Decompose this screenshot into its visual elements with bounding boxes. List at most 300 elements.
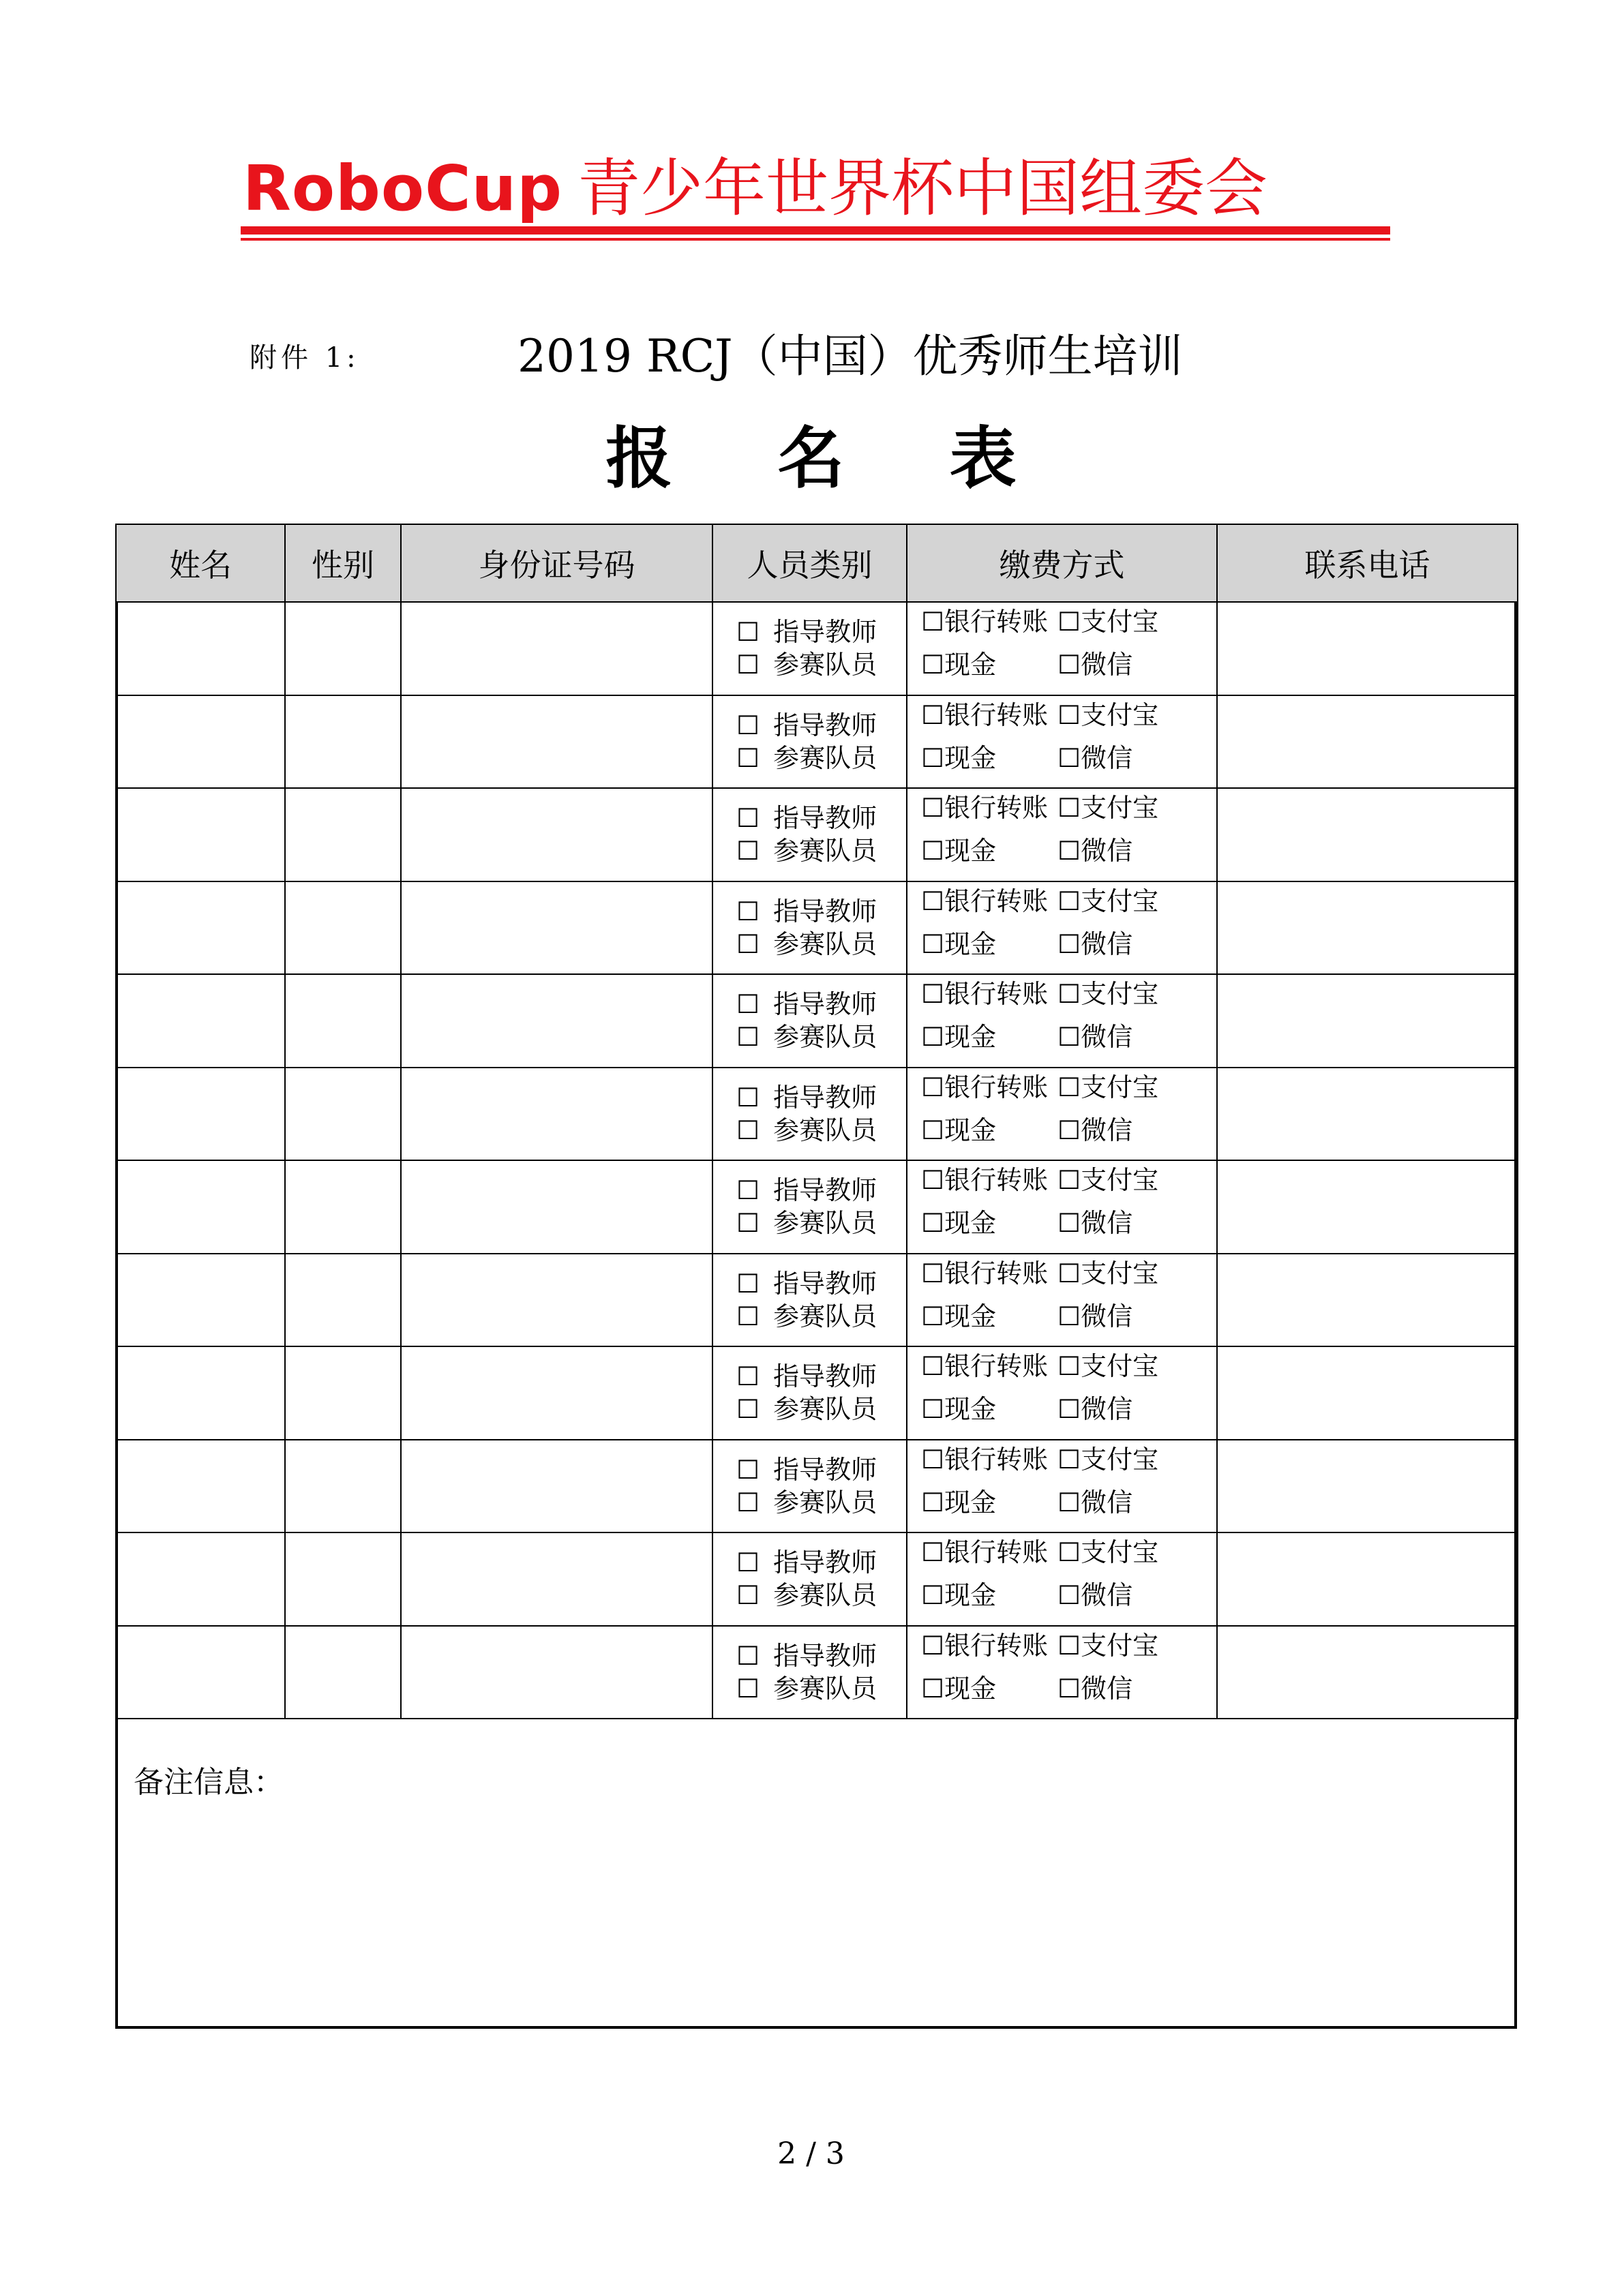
payment-option-line — [921, 605, 1216, 648]
role-option-label: 参赛队员 — [773, 650, 877, 680]
name-cell[interactable] — [116, 602, 285, 695]
checkbox-option[interactable] — [921, 1257, 1057, 1290]
checkbox-option[interactable] — [921, 978, 1057, 1010]
checkbox-icon[interactable]: ☐ — [921, 1394, 945, 1425]
checkbox-option[interactable] — [921, 742, 1057, 774]
gender-cell[interactable] — [285, 1254, 401, 1347]
checkbox-option[interactable] — [1057, 791, 1158, 824]
checkbox-icon[interactable]: ☐ — [1057, 1394, 1081, 1425]
payment-option-line — [921, 1300, 1216, 1343]
checkbox-option[interactable] — [921, 1629, 1057, 1662]
checkbox-icon[interactable]: ☐ — [921, 1301, 945, 1331]
payment-option-label: 银行转账 — [944, 1351, 1049, 1382]
id-number-cell[interactable] — [401, 1160, 712, 1254]
checkbox-option[interactable] — [921, 699, 1057, 731]
gender-cell[interactable] — [285, 1068, 401, 1161]
checkbox-icon[interactable]: ☐ — [921, 1351, 945, 1382]
payment-options — [907, 1629, 1216, 1715]
payment-option-label: 微信 — [1081, 650, 1133, 680]
payment-cell — [907, 1068, 1217, 1161]
payment-option-label: 支付宝 — [1081, 1072, 1159, 1102]
checkbox-option[interactable] — [921, 1300, 1057, 1333]
payment-options — [907, 978, 1216, 1063]
checkbox-option[interactable] — [1057, 1629, 1158, 1662]
col-header-name: 姓名 — [116, 524, 285, 602]
checkbox-icon[interactable]: ☐ — [736, 1208, 760, 1239]
checkbox-option[interactable] — [736, 929, 877, 959]
checkbox-icon[interactable]: ☐ — [1057, 742, 1081, 773]
payment-option-label: 微信 — [1081, 928, 1133, 959]
checkbox-option[interactable] — [921, 791, 1057, 824]
checkbox-icon[interactable]: ☐ — [1057, 1630, 1081, 1661]
id-number-cell[interactable] — [401, 695, 712, 789]
payment-options — [907, 699, 1216, 785]
checkbox-option[interactable] — [1057, 1207, 1132, 1239]
checkbox-icon[interactable]: ☐ — [921, 1630, 945, 1661]
checkbox-option[interactable] — [736, 1487, 877, 1517]
checkbox-option[interactable] — [1057, 1114, 1132, 1147]
checkbox-icon[interactable]: ☐ — [1057, 1208, 1081, 1239]
role-options — [713, 709, 906, 774]
checkbox-icon[interactable]: ☐ — [921, 1165, 945, 1196]
checkbox-icon[interactable]: ☐ — [1057, 1022, 1081, 1053]
attachment-label: 附件 1: — [250, 342, 360, 374]
payment-option-label: 现金 — [944, 1487, 997, 1517]
payment-cell — [907, 788, 1217, 881]
payment-options — [907, 791, 1216, 877]
payment-options — [907, 605, 1216, 691]
name-cell[interactable] — [116, 1346, 285, 1440]
gender-cell[interactable] — [285, 1160, 401, 1254]
role-option-label: 参赛队员 — [773, 1487, 877, 1517]
phone-cell[interactable] — [1217, 1254, 1518, 1347]
payment-option-line — [921, 648, 1216, 691]
checkbox-icon[interactable]: ☐ — [921, 886, 945, 916]
role-cell — [712, 695, 907, 789]
role-option-label: 指导教师 — [773, 896, 877, 926]
checkbox-option[interactable] — [736, 617, 877, 647]
phone-cell[interactable] — [1217, 1346, 1518, 1440]
payment-option-label: 现金 — [944, 1580, 997, 1611]
checkbox-option[interactable] — [1057, 1300, 1132, 1333]
checkbox-option[interactable] — [736, 1208, 877, 1238]
checkbox-option[interactable] — [921, 1672, 1057, 1705]
role-option-label: 参赛队员 — [773, 1673, 877, 1704]
role-option-label: 指导教师 — [773, 1268, 877, 1299]
checkbox-option[interactable] — [1057, 1021, 1132, 1053]
checkbox-icon[interactable]: ☐ — [736, 989, 760, 1020]
phone-cell[interactable] — [1217, 788, 1518, 881]
checkbox-icon[interactable]: ☐ — [1057, 699, 1081, 730]
role-option-line — [736, 1672, 906, 1705]
checkbox-icon[interactable]: ☐ — [736, 1394, 760, 1425]
name-cell[interactable] — [116, 1440, 285, 1533]
checkbox-option[interactable] — [1057, 605, 1158, 638]
role-option-label: 指导教师 — [773, 1454, 877, 1485]
checkbox-option[interactable] — [921, 1536, 1057, 1569]
checkbox-option[interactable] — [736, 1175, 877, 1205]
checkbox-icon[interactable]: ☐ — [1057, 1115, 1081, 1145]
checkbox-option[interactable] — [736, 743, 877, 773]
payment-cell — [907, 1254, 1217, 1347]
payment-option-label: 现金 — [944, 836, 997, 866]
phone-cell[interactable] — [1217, 1532, 1518, 1626]
id-number-cell[interactable] — [401, 1254, 712, 1347]
checkbox-option[interactable] — [921, 834, 1057, 867]
payment-options — [907, 1164, 1216, 1250]
checkbox-option[interactable] — [1057, 1672, 1132, 1705]
org-header — [243, 145, 1388, 233]
name-cell[interactable] — [116, 1626, 285, 1719]
checkbox-icon[interactable]: ☐ — [736, 710, 760, 740]
payment-options — [907, 1071, 1216, 1157]
checkbox-icon[interactable]: ☐ — [921, 836, 945, 866]
checkbox-icon[interactable]: ☐ — [736, 1547, 760, 1578]
role-cell — [712, 1532, 907, 1626]
role-option-line — [736, 1393, 906, 1425]
role-option-line — [736, 1021, 906, 1053]
checkbox-icon[interactable]: ☐ — [1057, 793, 1081, 824]
checkbox-icon[interactable]: ☐ — [1057, 928, 1081, 959]
role-options — [713, 1174, 906, 1239]
checkbox-option[interactable] — [736, 1455, 877, 1485]
checkbox-option[interactable] — [1057, 742, 1132, 774]
checkbox-option[interactable] — [1057, 1536, 1158, 1569]
checkbox-option[interactable] — [921, 1021, 1057, 1053]
checkbox-icon[interactable]: ☐ — [921, 650, 945, 680]
gender-cell[interactable] — [285, 1626, 401, 1719]
phone-cell[interactable] — [1217, 1160, 1518, 1254]
checkbox-option[interactable] — [921, 1350, 1057, 1383]
payment-option-line — [921, 1443, 1216, 1486]
payment-options — [907, 885, 1216, 971]
phone-cell[interactable] — [1217, 695, 1518, 789]
role-option-line — [736, 1300, 906, 1333]
checkbox-option[interactable] — [921, 1164, 1057, 1196]
role-cell — [712, 788, 907, 881]
gender-cell[interactable] — [285, 695, 401, 789]
payment-option-line — [921, 1672, 1216, 1715]
checkbox-icon[interactable]: ☐ — [921, 1537, 945, 1568]
gender-cell[interactable] — [285, 1532, 401, 1626]
name-cell[interactable] — [116, 1254, 285, 1347]
checkbox-icon[interactable]: ☐ — [1057, 1444, 1081, 1475]
checkbox-option[interactable] — [1057, 978, 1158, 1010]
checkbox-option[interactable] — [1057, 885, 1158, 918]
checkbox-option[interactable] — [736, 1547, 877, 1577]
role-option-label: 指导教师 — [773, 1175, 877, 1206]
table-row — [116, 602, 1518, 695]
role-option-label: 参赛队员 — [773, 1115, 877, 1145]
role-option-line — [736, 1114, 906, 1147]
name-cell[interactable] — [116, 788, 285, 881]
payment-option-line — [921, 699, 1216, 742]
payment-option-line — [921, 928, 1216, 971]
checkbox-icon[interactable]: ☐ — [1057, 650, 1081, 680]
checkbox-icon[interactable]: ☐ — [1057, 836, 1081, 866]
checkbox-option[interactable] — [1057, 1443, 1158, 1476]
role-option-label: 参赛队员 — [773, 1022, 877, 1053]
table-row — [116, 788, 1518, 881]
checkbox-option[interactable] — [1057, 1393, 1132, 1425]
table-row — [116, 1160, 1518, 1254]
checkbox-option[interactable] — [736, 1674, 877, 1704]
table-row — [116, 881, 1518, 975]
checkbox-icon[interactable]: ☐ — [1057, 1301, 1081, 1331]
checkbox-option[interactable] — [1057, 834, 1132, 867]
checkbox-icon[interactable]: ☐ — [1057, 1258, 1081, 1288]
checkbox-icon[interactable]: ☐ — [921, 1022, 945, 1053]
role-option-line — [736, 1207, 906, 1239]
gender-cell[interactable] — [285, 881, 401, 975]
checkbox-option[interactable] — [736, 836, 877, 866]
checkbox-option[interactable] — [1057, 1579, 1132, 1612]
checkbox-option[interactable] — [1057, 1486, 1132, 1519]
payment-options — [907, 1536, 1216, 1622]
payment-options — [907, 1350, 1216, 1436]
checkbox-icon[interactable]: ☐ — [921, 793, 945, 824]
gender-cell[interactable] — [285, 1346, 401, 1440]
checkbox-option[interactable] — [736, 989, 877, 1019]
id-number-cell[interactable] — [401, 1532, 712, 1626]
payment-option-label: 现金 — [944, 1394, 997, 1425]
name-cell[interactable] — [116, 695, 285, 789]
name-cell[interactable] — [116, 881, 285, 975]
checkbox-icon[interactable]: ☐ — [736, 928, 760, 959]
checkbox-option[interactable] — [921, 1114, 1057, 1147]
checkbox-icon[interactable]: ☐ — [736, 1268, 760, 1299]
payment-option-label: 支付宝 — [1081, 886, 1159, 916]
checkbox-icon[interactable]: ☐ — [736, 650, 760, 680]
checkbox-icon[interactable]: ☐ — [736, 1580, 760, 1611]
checkbox-icon[interactable]: ☐ — [736, 1361, 760, 1392]
payment-option-label: 现金 — [944, 1115, 997, 1145]
role-option-line — [736, 928, 906, 961]
gender-cell[interactable] — [285, 974, 401, 1068]
role-options — [713, 1453, 906, 1519]
checkbox-icon[interactable]: ☐ — [736, 1082, 760, 1113]
role-option-line — [736, 1486, 906, 1519]
checkbox-icon[interactable]: ☐ — [736, 1022, 760, 1053]
checkbox-option[interactable] — [921, 1207, 1057, 1239]
payment-option-label: 微信 — [1081, 1394, 1133, 1425]
payment-option-line — [921, 1071, 1216, 1114]
checkbox-option[interactable] — [921, 605, 1057, 638]
checkbox-icon[interactable]: ☐ — [1057, 1580, 1081, 1611]
id-number-cell[interactable] — [401, 1440, 712, 1533]
role-option-line — [736, 616, 906, 648]
checkbox-icon[interactable]: ☐ — [1057, 1072, 1081, 1102]
checkbox-option[interactable] — [736, 1580, 877, 1610]
id-number-cell[interactable] — [401, 1626, 712, 1719]
checkbox-option[interactable] — [1057, 1164, 1158, 1196]
checkbox-option[interactable] — [736, 1269, 877, 1299]
payment-option-line — [921, 742, 1216, 785]
phone-cell[interactable] — [1217, 1626, 1518, 1719]
col-header-payment: 缴费方式 — [907, 524, 1217, 602]
checkbox-option[interactable] — [921, 1579, 1057, 1612]
checkbox-icon[interactable]: ☐ — [921, 607, 945, 637]
checkbox-icon[interactable]: ☐ — [921, 1072, 945, 1102]
checkbox-icon[interactable]: ☐ — [736, 1454, 760, 1485]
checkbox-icon[interactable]: ☐ — [1057, 1351, 1081, 1382]
checkbox-icon[interactable]: ☐ — [736, 896, 760, 926]
col-header-id-number: 身份证号码 — [401, 524, 712, 602]
checkbox-option[interactable] — [921, 1443, 1057, 1476]
checkbox-option[interactable] — [1057, 648, 1132, 681]
phone-cell[interactable] — [1217, 1068, 1518, 1161]
role-option-label: 指导教师 — [773, 1547, 877, 1578]
phone-cell[interactable] — [1217, 974, 1518, 1068]
checkbox-option[interactable] — [736, 1361, 877, 1391]
checkbox-icon[interactable]: ☐ — [736, 742, 760, 773]
checkbox-option[interactable] — [1057, 928, 1132, 961]
payment-option-label: 微信 — [1081, 742, 1133, 773]
registration-rows — [116, 602, 1518, 1719]
checkbox-icon[interactable]: ☐ — [1057, 1165, 1081, 1196]
checkbox-option[interactable] — [1057, 1350, 1158, 1383]
gender-cell[interactable] — [285, 1440, 401, 1533]
checkbox-option[interactable] — [921, 1486, 1057, 1519]
checkbox-icon[interactable]: ☐ — [921, 1208, 945, 1239]
gender-cell[interactable] — [285, 788, 401, 881]
event-title: 2019 RCJ（中国）优秀师生培训 — [517, 330, 1183, 382]
role-option-label: 指导教师 — [773, 1361, 877, 1392]
checkbox-option[interactable] — [736, 803, 877, 833]
checkbox-option[interactable] — [921, 885, 1057, 918]
payment-option-label: 微信 — [1081, 1673, 1133, 1704]
checkbox-icon[interactable]: ☐ — [1057, 1537, 1081, 1568]
payment-option-label: 支付宝 — [1081, 979, 1159, 1010]
remarks-label: 备注信息： — [134, 1765, 284, 1800]
id-number-cell[interactable] — [401, 974, 712, 1068]
checkbox-option[interactable] — [736, 710, 877, 740]
payment-cell — [907, 602, 1217, 695]
payment-option-label: 微信 — [1081, 1487, 1133, 1517]
gender-cell[interactable] — [285, 602, 401, 695]
role-option-label: 参赛队员 — [773, 1394, 877, 1425]
checkbox-icon[interactable]: ☐ — [736, 1640, 760, 1671]
checkbox-icon[interactable]: ☐ — [736, 836, 760, 866]
phone-cell[interactable] — [1217, 602, 1518, 695]
role-option-label: 指导教师 — [773, 989, 877, 1020]
role-cell — [712, 602, 907, 695]
role-option-line — [736, 1453, 906, 1486]
checkbox-option[interactable] — [736, 650, 877, 680]
payment-option-label: 银行转账 — [944, 886, 1049, 916]
checkbox-option[interactable] — [736, 1301, 877, 1331]
payment-cell — [907, 881, 1217, 975]
checkbox-option[interactable] — [736, 1394, 877, 1424]
payment-option-line — [921, 1629, 1216, 1672]
checkbox-icon[interactable]: ☐ — [921, 979, 945, 1010]
payment-option-label: 支付宝 — [1081, 1351, 1159, 1382]
phone-cell[interactable] — [1217, 1440, 1518, 1533]
checkbox-icon[interactable]: ☐ — [921, 1115, 945, 1145]
checkbox-icon[interactable]: ☐ — [736, 803, 760, 834]
checkbox-icon[interactable]: ☐ — [736, 1301, 760, 1331]
payment-option-label: 现金 — [944, 1022, 997, 1053]
payment-option-label: 现金 — [944, 742, 997, 773]
checkbox-icon[interactable]: ☐ — [1057, 607, 1081, 637]
role-cell — [712, 1440, 907, 1533]
role-option-label: 指导教师 — [773, 803, 877, 834]
checkbox-icon[interactable]: ☐ — [736, 1487, 760, 1517]
id-number-cell[interactable] — [401, 788, 712, 881]
payment-cell — [907, 1532, 1217, 1626]
checkbox-icon[interactable]: ☐ — [921, 1673, 945, 1704]
org-name: 青少年世界杯中国组委会 — [577, 152, 1267, 225]
checkbox-icon[interactable]: ☐ — [1057, 979, 1081, 1010]
checkbox-icon[interactable]: ☐ — [736, 617, 760, 648]
checkbox-option[interactable] — [921, 1071, 1057, 1104]
checkbox-icon[interactable]: ☐ — [1057, 886, 1081, 916]
checkbox-icon[interactable]: ☐ — [921, 1258, 945, 1288]
role-cell — [712, 1254, 907, 1347]
checkbox-icon[interactable]: ☐ — [1057, 1673, 1081, 1704]
checkbox-icon[interactable]: ☐ — [736, 1673, 760, 1704]
role-option-line — [736, 1360, 906, 1393]
checkbox-option[interactable] — [736, 896, 877, 926]
checkbox-icon[interactable]: ☐ — [921, 699, 945, 730]
role-option-line — [736, 1081, 906, 1114]
checkbox-option[interactable] — [736, 1083, 877, 1113]
name-cell[interactable] — [116, 1532, 285, 1626]
registration-table — [115, 524, 1518, 1719]
checkbox-option[interactable] — [736, 1115, 877, 1145]
table-row — [116, 1068, 1518, 1161]
name-cell[interactable] — [116, 1068, 285, 1161]
name-cell[interactable] — [116, 1160, 285, 1254]
checkbox-option[interactable] — [736, 1641, 877, 1671]
checkbox-option[interactable] — [921, 1393, 1057, 1425]
header-rule-thin — [241, 238, 1390, 241]
payment-option-label: 现金 — [944, 650, 997, 680]
checkbox-icon[interactable]: ☐ — [736, 1115, 760, 1145]
role-option-label: 参赛队员 — [773, 1580, 877, 1611]
checkbox-icon[interactable]: ☐ — [921, 928, 945, 959]
checkbox-option[interactable] — [1057, 1257, 1158, 1290]
payment-option-line — [921, 1350, 1216, 1393]
checkbox-icon[interactable]: ☐ — [736, 1175, 760, 1206]
id-number-cell[interactable] — [401, 881, 712, 975]
id-number-cell[interactable] — [401, 1346, 712, 1440]
col-header-gender: 性别 — [285, 524, 401, 602]
role-options — [713, 802, 906, 867]
checkbox-option[interactable] — [736, 1022, 877, 1052]
name-cell[interactable] — [116, 974, 285, 1068]
role-options — [713, 895, 906, 961]
payment-option-line — [921, 885, 1216, 928]
payment-cell — [907, 1160, 1217, 1254]
id-number-cell[interactable] — [401, 1068, 712, 1161]
checkbox-icon[interactable]: ☐ — [1057, 1487, 1081, 1517]
checkbox-option[interactable] — [921, 928, 1057, 961]
checkbox-icon[interactable]: ☐ — [921, 742, 945, 773]
checkbox-icon[interactable]: ☐ — [921, 1444, 945, 1475]
id-number-cell[interactable] — [401, 602, 712, 695]
role-option-label: 指导教师 — [773, 1640, 877, 1671]
checkbox-icon[interactable]: ☐ — [921, 1487, 945, 1517]
role-options — [713, 1267, 906, 1333]
payment-cell — [907, 1440, 1217, 1533]
role-option-label: 指导教师 — [773, 1082, 877, 1113]
checkbox-option[interactable] — [1057, 1071, 1158, 1104]
phone-cell[interactable] — [1217, 881, 1518, 975]
checkbox-option[interactable] — [1057, 699, 1158, 731]
checkbox-option[interactable] — [921, 648, 1057, 681]
checkbox-icon[interactable]: ☐ — [921, 1580, 945, 1611]
